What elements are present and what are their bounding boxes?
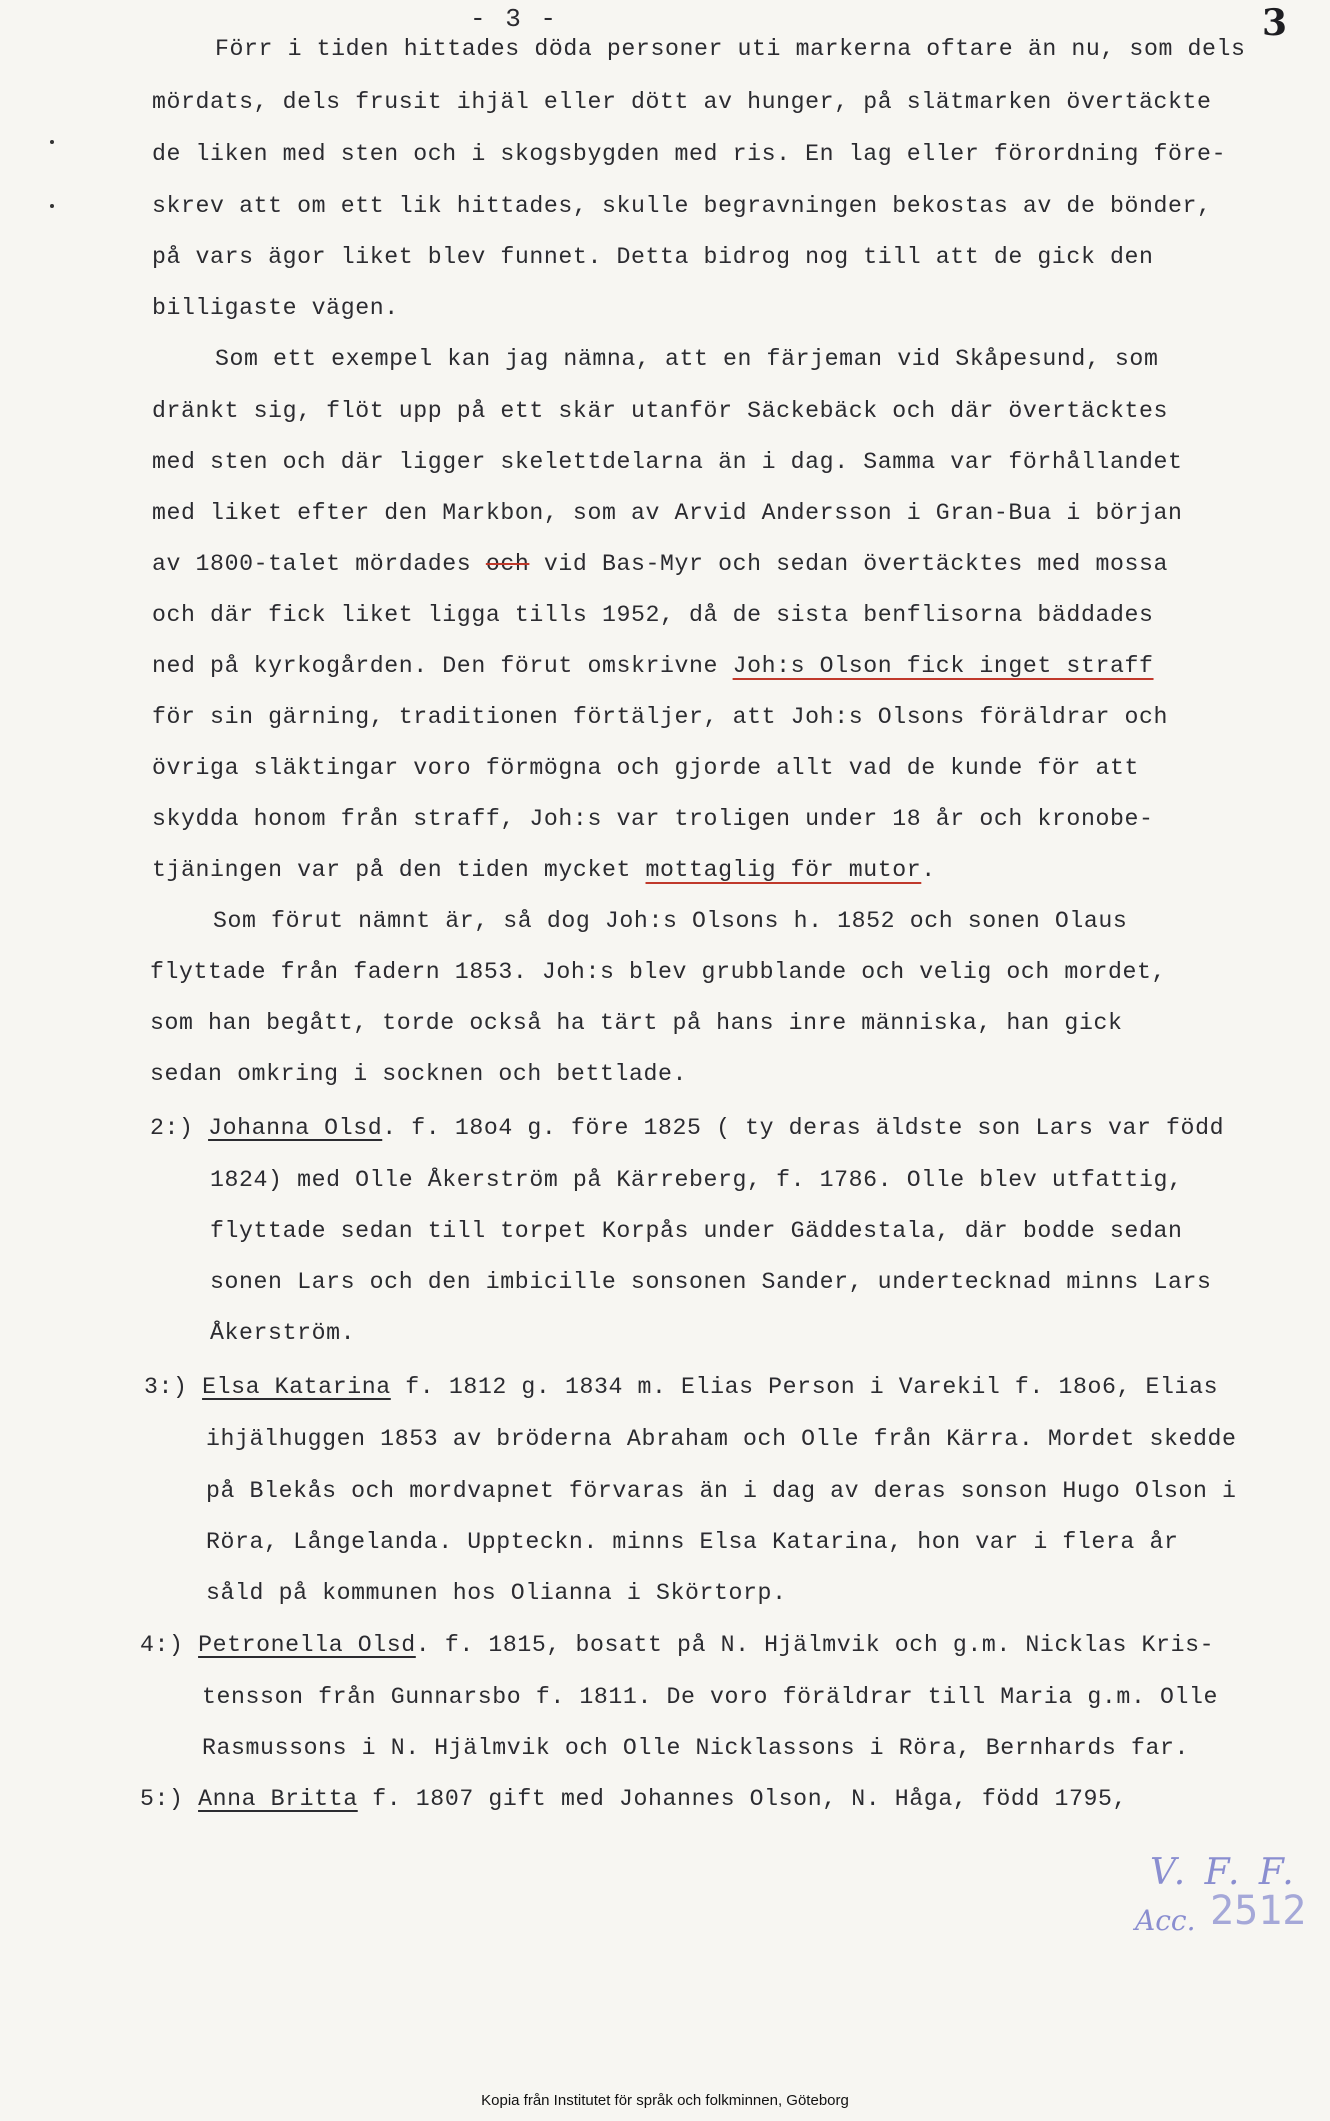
text-line: för sin gärning, traditionen förtäljer, att Joh:s Olsons föräldrar och <box>152 704 1169 730</box>
text-line: Röra, Långelanda. Uppteckn. minns Elsa Katarina, hon var i flera år <box>206 1529 1179 1555</box>
text-line: skydda honom från straff, Joh:s var troligen under 18 år och kronobe- <box>152 806 1154 832</box>
margin-mark <box>50 204 54 208</box>
text-line: tjäningen var på den tiden mycket mottaglig för mutor. <box>152 857 936 883</box>
text-line: skrev att om ett lik hittades, skulle begravningen bekostas av de bönder, <box>152 193 1212 219</box>
text-line: Som ett exempel kan jag nämna, att en färjeman vid Skåpesund, som <box>215 346 1159 372</box>
struck-word: och <box>485 551 530 577</box>
text-line: övriga släktingar voro förmögna och gjorde allt vad de kunde för att <box>152 755 1140 781</box>
archive-stamp <box>1130 1852 1320 1942</box>
list-item-5: 5:) Anna Britta f. 1807 gift med Johannes Olson, N. Håga, född 1795, <box>140 1786 1128 1812</box>
text-line: såld på kommunen hos Olianna i Skörtorp. <box>206 1580 787 1606</box>
text-line: flyttade sedan till torpet Korpås under Gäddestala, där bodde sedan <box>210 1218 1183 1244</box>
list-item-2: 2:) Johanna Olsd. f. 18o4 g. före 1825 ( ty deras äldste son Lars var född <box>150 1115 1225 1141</box>
text-line: dränkt sig, flöt upp på ett skär utanför Säckebäck och där övertäcktes <box>152 398 1169 424</box>
text-line: sedan omkring i socknen och bettlade. <box>150 1061 688 1087</box>
text-line: av 1800-talet mördades och vid Bas-Myr och sedan övertäcktes med mossa <box>152 551 1169 577</box>
person-name: Elsa Katarina <box>202 1374 391 1400</box>
page-number: - 3 - <box>470 4 559 34</box>
text-line: på Blekås och mordvapnet förvaras än i dag av deras sonson Hugo Olson i <box>206 1478 1237 1504</box>
copy-footer: Kopia från Institutet för språk och folkminnen, Göteborg <box>481 2092 849 2109</box>
text-line: 1824) med Olle Åkerström på Kärreberg, f. 1786. Olle blev utfattig, <box>210 1167 1183 1193</box>
stamp-accession-number: 2512 <box>1210 1888 1307 1934</box>
text-line: Rasmussons i N. Hjälmvik och Olle Nicklassons i Röra, Bernhards far. <box>202 1735 1190 1761</box>
text-line: Åkerström. <box>210 1320 356 1346</box>
text-line: med liket efter den Markbon, som av Arvid Andersson i Gran-Bua i början <box>152 500 1183 526</box>
red-underlined-phrase: mottaglig för mutor <box>645 857 922 883</box>
text-line: med sten och där ligger skelettdelarna än i dag. Samma var förhållandet <box>152 449 1183 475</box>
text-line: på vars ägor liket blev funnet. Detta bidrog nog till att de gick den <box>152 244 1154 270</box>
stamp-acc-label: Acc. <box>1135 1904 1196 1937</box>
corner-page-number: 3 <box>1262 2 1288 44</box>
person-name: Anna Britta <box>198 1786 358 1812</box>
text-line: Som förut nämnt är, så dog Joh:s Olsons h. 1852 och sonen Olaus <box>213 908 1128 934</box>
text-line: som han begått, torde också ha tärt på hans inre människa, han gick <box>150 1010 1123 1036</box>
margin-mark <box>50 140 54 144</box>
text-line: tensson från Gunnarsbo f. 1811. De voro föräldrar till Maria g.m. Olle <box>202 1684 1219 1710</box>
text-line: billigaste vägen. <box>152 295 399 321</box>
text-line: Förr i tiden hittades döda personer uti markerna oftare än nu, som dels <box>215 36 1246 62</box>
person-name: Petronella Olsd <box>198 1632 416 1658</box>
list-item-3: 3:) Elsa Katarina f. 1812 g. 1834 m. Elias Person i Varekil f. 18o6, Elias <box>144 1374 1219 1400</box>
text-line: sonen Lars och den imbicille sonsonen Sander, undertecknad minns Lars <box>210 1269 1212 1295</box>
stamp-initials: V. F. F. <box>1150 1852 1298 1893</box>
list-item-4: 4:) Petronella Olsd. f. 1815, bosatt på N. Hjälmvik och g.m. Nicklas Kris- <box>140 1632 1215 1658</box>
text-line: mördats, dels frusit ihjäl eller dött av hunger, på slätmarken övertäckte <box>152 89 1212 115</box>
text-line: och där fick liket ligga tills 1952, då de sista benflisorna bäddades <box>152 602 1154 628</box>
person-name: Johanna Olsd <box>208 1115 383 1141</box>
text-line: de liken med sten och i skogsbygden med ris. En lag eller förordning före- <box>152 141 1227 167</box>
text-line: flyttade från fadern 1853. Joh:s blev grubblande och velig och mordet, <box>150 959 1167 985</box>
text-line: ned på kyrkogården. Den förut omskrivne Joh:s Olson fick inget straff <box>152 653 1154 679</box>
red-underlined-phrase: Joh:s Olson fick inget straff <box>732 653 1154 679</box>
text-line: ihjälhuggen 1853 av bröderna Abraham och Olle från Kärra. Mordet skedde <box>206 1426 1237 1452</box>
